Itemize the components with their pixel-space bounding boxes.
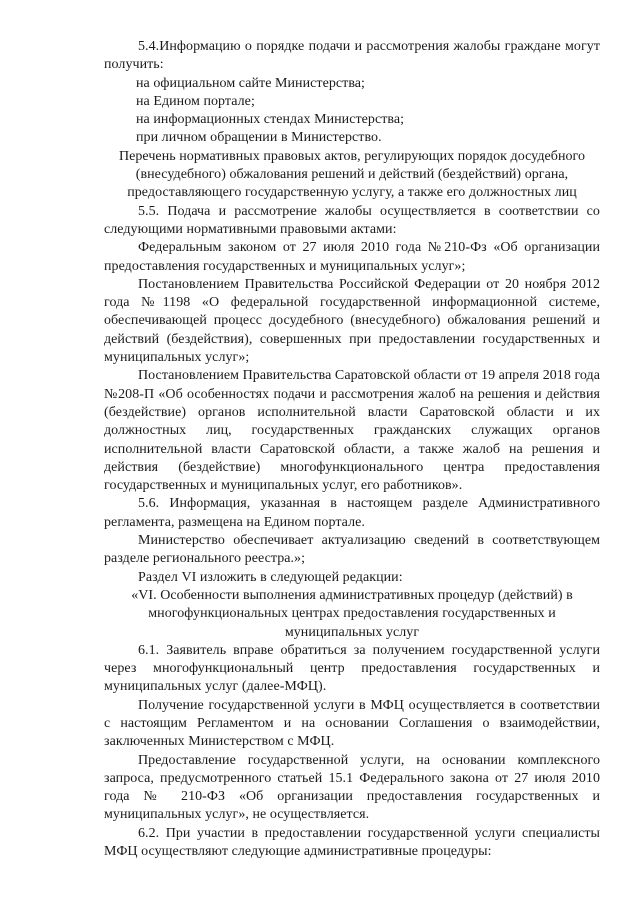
paragraph-6-1: 6.1. Заявитель вправе обратиться за получением государственной услуги через многофункциональный центр предоставления государственных и муниципальных услуг (далее-МФЦ). — [104, 642, 600, 695]
paragraph-act-1: Федеральным законом от 27 июля 2010 года №210-Фз «Об организации предоставления государственных и муниципальных услуг»; — [104, 240, 600, 274]
paragraph-5-6: 5.6. Информация, указанная в настоящем разделе Административного регламента, размещена на Едином портале. — [104, 496, 600, 530]
paragraph-5-5: 5.5. Подача и рассмотрение жалобы осуществляется в соответствии со следующими нормативными правовыми актами: — [104, 203, 600, 237]
list-item: на информационных стендах Министерства; — [136, 112, 405, 128]
list-item: на Едином портале; — [136, 93, 255, 109]
document-body — [104, 38, 600, 861]
paragraph-mfc-basis: Получение государственной услуги в МФЦ осуществляется в соответствии с настоящим Регламентом и на основании Соглашения о взаимодействии, заключенных Министерством с МФЦ. — [104, 697, 600, 750]
paragraph-ministry-update: Министерство обеспечивает актуализацию сведений в соответствующем разделе регионального реестра.»; — [104, 533, 600, 567]
paragraph-act-2: Постановлением Правительства Российской Федерации от 20 ноября 2012 года №1198 «О федеральной государственной информационной системе, обеспечивающей процесс досудебного (внесудебного) обжалования решений и действий (бездействия), совершенных при предоставлении государственных и муниципальных услуг»; — [104, 276, 600, 366]
list-item: на официальном сайте Министерства; — [136, 75, 366, 91]
list-item: при личном обращении в Министерство. — [136, 130, 382, 146]
paragraph-act-3: Постановлением Правительства Саратовской области от 19 апреля 2018 года №208-П «Об особенностях подачи и рассмотрения жалоб на решения и действия (бездействие) органов исполнительной власти Саратовской области и их должностных лиц, государственных гражданских служащих органов исполнительной власти Саратовской области, а также жалоб на решения и действия (бездействие) многофункционального центра предоставления государственных и муниципальных услуг, его работников». — [104, 368, 600, 494]
acts-heading: Перечень нормативных правовых актов, регулирующих порядок досудебного (внесудебного) обжалования решений и действий (бездействий) органа, предоставляющего государственную услугу, а также его должностных лиц — [118, 148, 586, 201]
section-vi-heading: «VI. Особенности выполнения административных процедур (действий) в многофункциональных центрах предоставления государственных и муниципальных услуг — [131, 587, 573, 640]
paragraph-6-2: 6.2. При участии в предоставлении государственной услуги специалисты МФЦ осуществляют следующие административные процедуры: — [104, 825, 600, 860]
paragraph-5-4-intro: 5.4.Информацию о порядке подачи и рассмотрения жалобы граждане могут получить: — [104, 39, 600, 73]
paragraph-section-vi-instruction: Раздел VI изложить в следующей редакции: — [138, 569, 403, 585]
paragraph-complex-request: Предоставление государственной услуги, на основании комплексного запроса, предусмотренного статьей 15.1 Федерального закона от 27 июля 2010 года № 210-ФЗ «Об организации предоставления государственных и муниципальных услуг», не осуществляется. — [104, 752, 600, 823]
